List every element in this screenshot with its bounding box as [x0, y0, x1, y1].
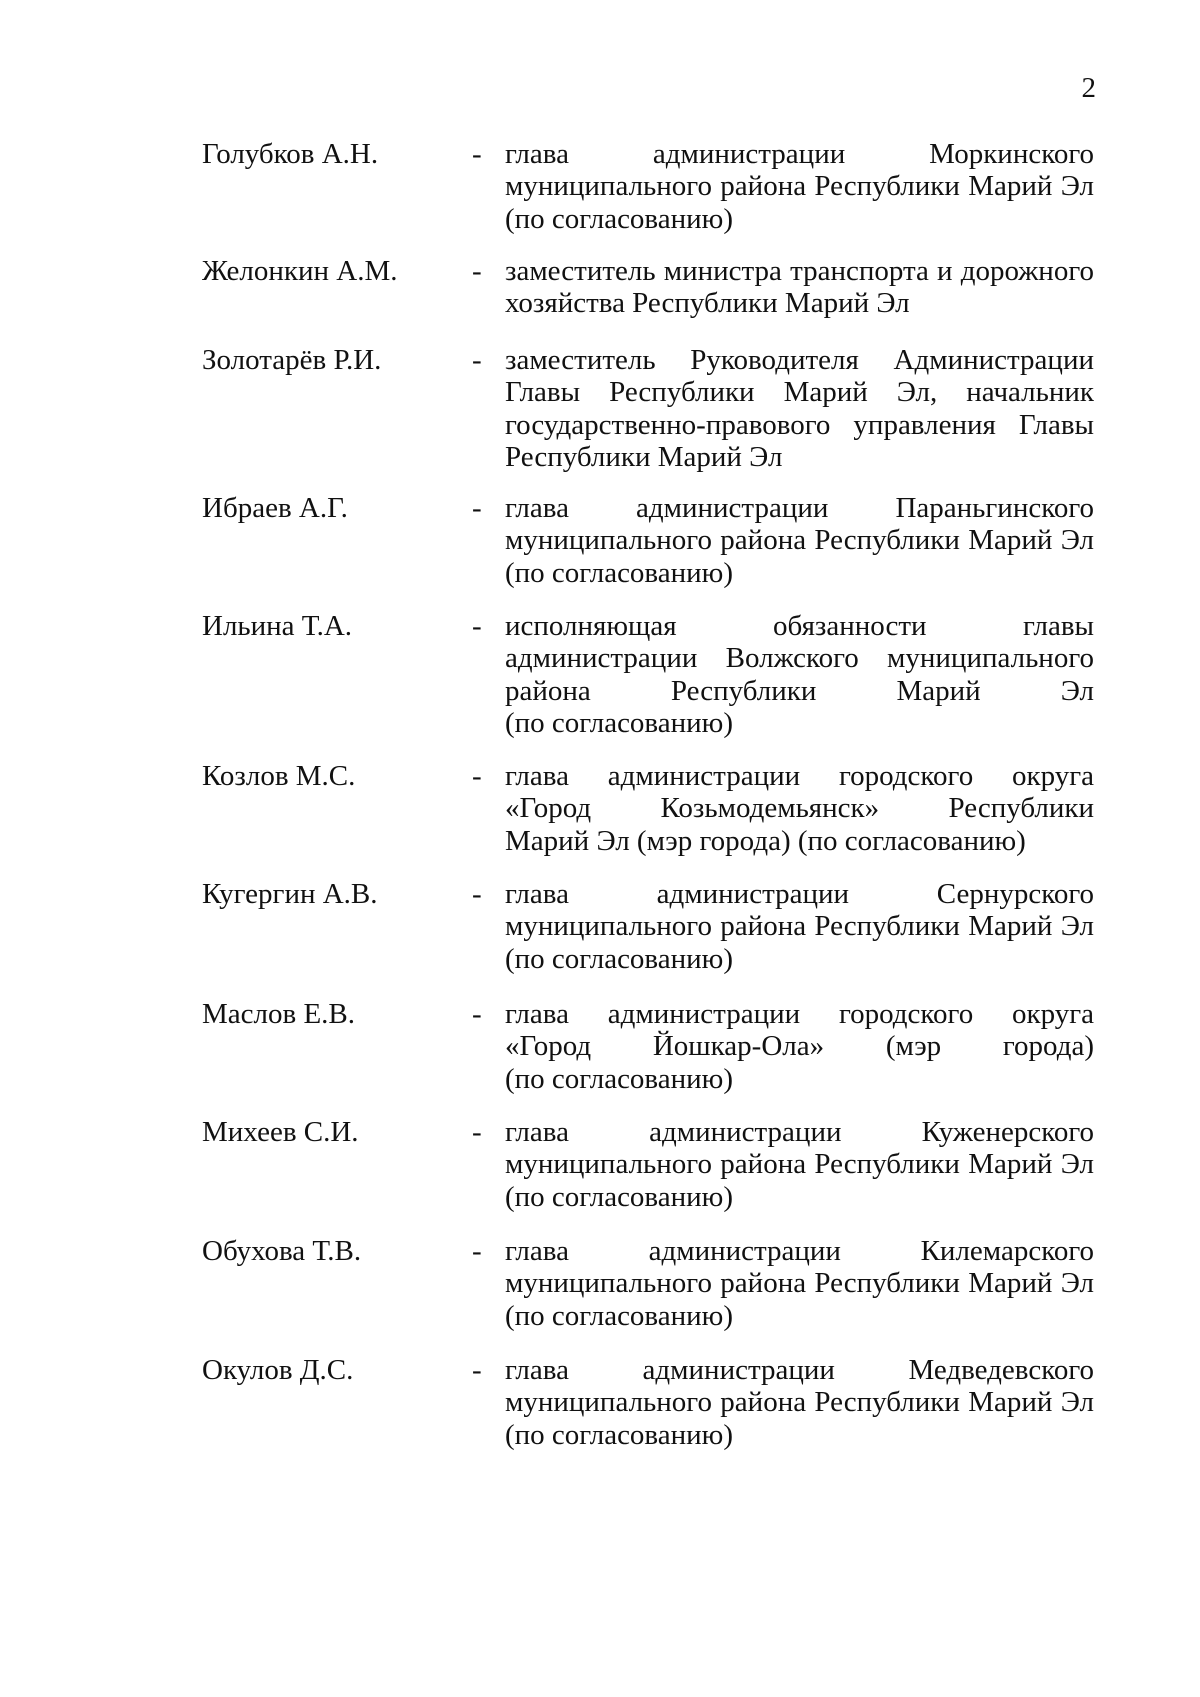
position-line: муниципального района Республики Марий Эл	[505, 1267, 1094, 1300]
member-position	[505, 255, 1094, 320]
position-line: муниципального района Республики Марий Эл	[505, 1386, 1094, 1419]
position-line: глава администрации Килемарского	[505, 1235, 1094, 1267]
member-name: Золотарёв Р.И.	[202, 344, 382, 376]
position-line: «Город Козьмодемьянск» Республики	[505, 792, 1094, 825]
entry-dash: -	[472, 1235, 482, 1267]
entry-dash: -	[472, 492, 482, 524]
member-position	[505, 878, 1094, 975]
member-position	[505, 610, 1094, 740]
member-position	[505, 344, 1094, 474]
member-name: Маслов Е.В.	[202, 998, 356, 1030]
page-number: 2	[1081, 72, 1096, 104]
member-name: Козлов М.С.	[202, 760, 356, 792]
position-line: заместитель Руководителя Администрации	[505, 344, 1094, 376]
position-line: глава администрации Сернурского	[505, 878, 1094, 910]
position-line: глава администрации Медведевского	[505, 1354, 1094, 1386]
position-line: муниципального района Республики Марий Эл	[505, 910, 1094, 943]
position-line: муниципального района Республики Марий Эл	[505, 524, 1094, 557]
position-line: (по согласованию)	[505, 1299, 733, 1332]
entry-dash: -	[472, 878, 482, 910]
member-name: Окулов Д.С.	[202, 1354, 354, 1386]
member-position	[505, 1354, 1094, 1451]
member-position	[505, 1235, 1094, 1332]
member-name: Обухова Т.В.	[202, 1235, 362, 1267]
position-line: района Республики Марий Эл	[505, 674, 1094, 707]
position-line: государственно-правового управления Главы	[505, 408, 1094, 441]
position-line: (по согласованию)	[505, 1062, 733, 1095]
entry-dash: -	[472, 255, 482, 287]
position-line: (по согласованию)	[505, 556, 733, 589]
position-line: Марий Эл (мэр города) (по согласованию)	[505, 824, 1026, 857]
member-position	[505, 998, 1094, 1095]
entry-dash: -	[472, 344, 482, 376]
member-name: Михеев С.И.	[202, 1116, 359, 1148]
entry-dash: -	[472, 998, 482, 1030]
entry-dash: -	[472, 610, 482, 642]
position-line: муниципального района Республики Марий Эл	[505, 1148, 1094, 1181]
position-line: (по согласованию)	[505, 1180, 733, 1213]
position-line: (по согласованию)	[505, 942, 733, 975]
member-name: Кугергин А.В.	[202, 878, 378, 910]
member-name: Голубков А.Н.	[202, 138, 379, 170]
position-line: хозяйства Республики Марий Эл	[505, 287, 910, 320]
member-position	[505, 1116, 1094, 1213]
member-name: Ибраев А.Г.	[202, 492, 348, 524]
position-line: (по согласованию)	[505, 707, 733, 740]
position-line: «Город Йошкар-Ола» (мэр города)	[505, 1030, 1094, 1063]
member-name: Желонкин А.М.	[202, 255, 398, 287]
position-line: (по согласованию)	[505, 1418, 733, 1451]
position-line: (по согласованию)	[505, 202, 733, 235]
position-line: глава администрации городского округа	[505, 760, 1094, 792]
position-line: глава администрации Куженерского	[505, 1116, 1094, 1148]
member-position	[505, 760, 1094, 857]
position-line: муниципального района Республики Марий Эл	[505, 170, 1094, 203]
entry-dash: -	[472, 1116, 482, 1148]
position-line: глава администрации Моркинского	[505, 138, 1094, 170]
entry-dash: -	[472, 760, 482, 792]
member-position	[505, 492, 1094, 589]
member-name: Ильина Т.А.	[202, 610, 353, 642]
position-line: администрации Волжского муниципального	[505, 642, 1094, 675]
member-position	[505, 138, 1094, 235]
position-line: Главы Республики Марий Эл, начальник	[505, 376, 1094, 409]
position-line: исполняющая обязанности главы	[505, 610, 1094, 642]
entry-dash: -	[472, 1354, 482, 1386]
position-line: глава администрации городского округа	[505, 998, 1094, 1030]
entry-dash: -	[472, 138, 482, 170]
position-line: заместитель министра транспорта и дорожного	[505, 255, 1094, 287]
position-line: Республики Марий Эл	[505, 441, 783, 474]
position-line: глава администрации Параньгинского	[505, 492, 1094, 524]
